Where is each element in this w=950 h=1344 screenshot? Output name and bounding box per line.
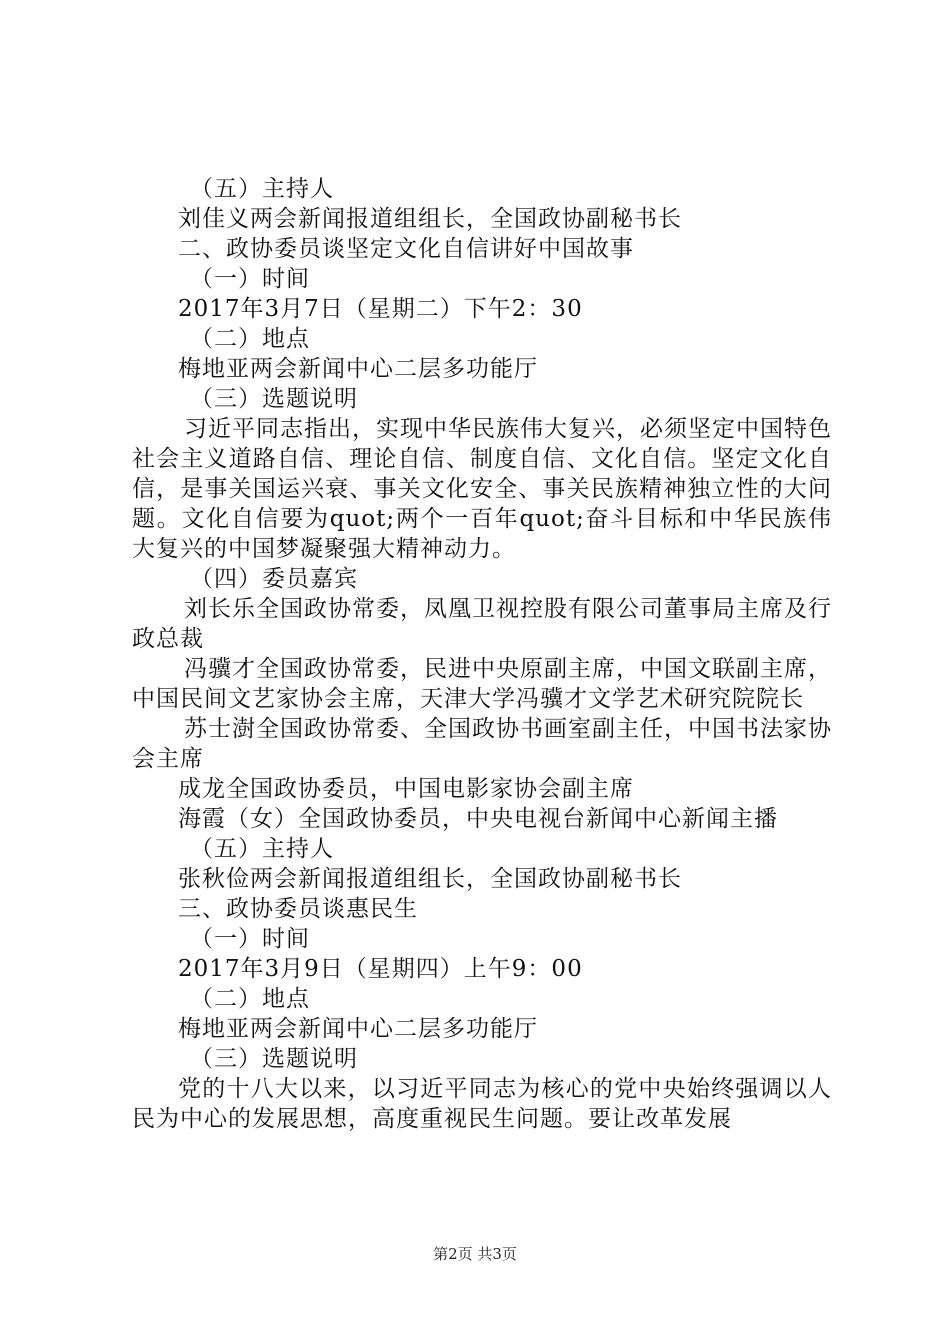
event-time: 2017年3月9日（星期四）上午9：00 xyxy=(178,956,583,982)
event-location: 梅地亚两会新闻中心二层多功能厅 xyxy=(178,1016,538,1042)
host-name: 刘佳义两会新闻报道组组长，全国政协副秘书长 xyxy=(178,206,682,232)
guest-entry: 冯骥才全国政协常委，民进中央原副主席，中国文联副主席，中国民间文艺家协会主席，天津大学冯骥才文学艺术研究院院长 xyxy=(132,656,832,712)
topic-description: 习近平同志指出，实现中华民族伟大复兴，必须坚定中国特色社会主义道路自信、理论自信、制度自信、文化自信。坚定文化自信，是事关国运兴衰、事关文化安全、事关民族精神独立性的大问题。文化自信要为quot;两个一百年quot;奋斗目标和中华民族伟大复兴的中国梦凝聚强大精神动力。 xyxy=(132,416,832,562)
heading-time: （一）时间 xyxy=(190,926,310,952)
guest-entry: 苏士澍全国政协常委、全国政协书画室副主任，中国书法家协会主席 xyxy=(132,716,832,772)
host-name: 张秋俭两会新闻报道组组长，全国政协副秘书长 xyxy=(178,866,682,892)
topic-description: 党的十八大以来，以习近平同志为核心的党中央始终强调以人民为中心的发展思想，高度重视民生问题。要让改革发展 xyxy=(132,1076,832,1132)
document-body xyxy=(132,174,832,1134)
heading-topic: （三）选题说明 xyxy=(190,1046,358,1072)
heading-guests: （四）委员嘉宾 xyxy=(190,566,358,592)
section-title-3: 三、政协委员谈惠民生 xyxy=(178,896,418,922)
heading-topic: （三）选题说明 xyxy=(190,386,358,412)
event-location: 梅地亚两会新闻中心二层多功能厅 xyxy=(178,356,538,382)
section-title-2: 二、政协委员谈坚定文化自信讲好中国故事 xyxy=(178,236,634,262)
guest-entry: 成龙全国政协委员，中国电影家协会副主席 xyxy=(178,776,634,802)
heading-host: （五）主持人 xyxy=(190,836,334,862)
page-footer: 第2页 共3页 xyxy=(433,1245,517,1263)
event-time: 2017年3月7日（星期二）下午2：30 xyxy=(178,296,583,322)
heading-location: （二）地点 xyxy=(190,986,310,1012)
heading-time: （一）时间 xyxy=(190,266,310,292)
heading-host: （五）主持人 xyxy=(190,176,334,202)
guest-entry: 刘长乐全国政协常委，凤凰卫视控股有限公司董事局主席及行政总裁 xyxy=(132,596,832,652)
guest-entry: 海霞（女）全国政协委员，中央电视台新闻中心新闻主播 xyxy=(178,806,778,832)
heading-location: （二）地点 xyxy=(190,326,310,352)
